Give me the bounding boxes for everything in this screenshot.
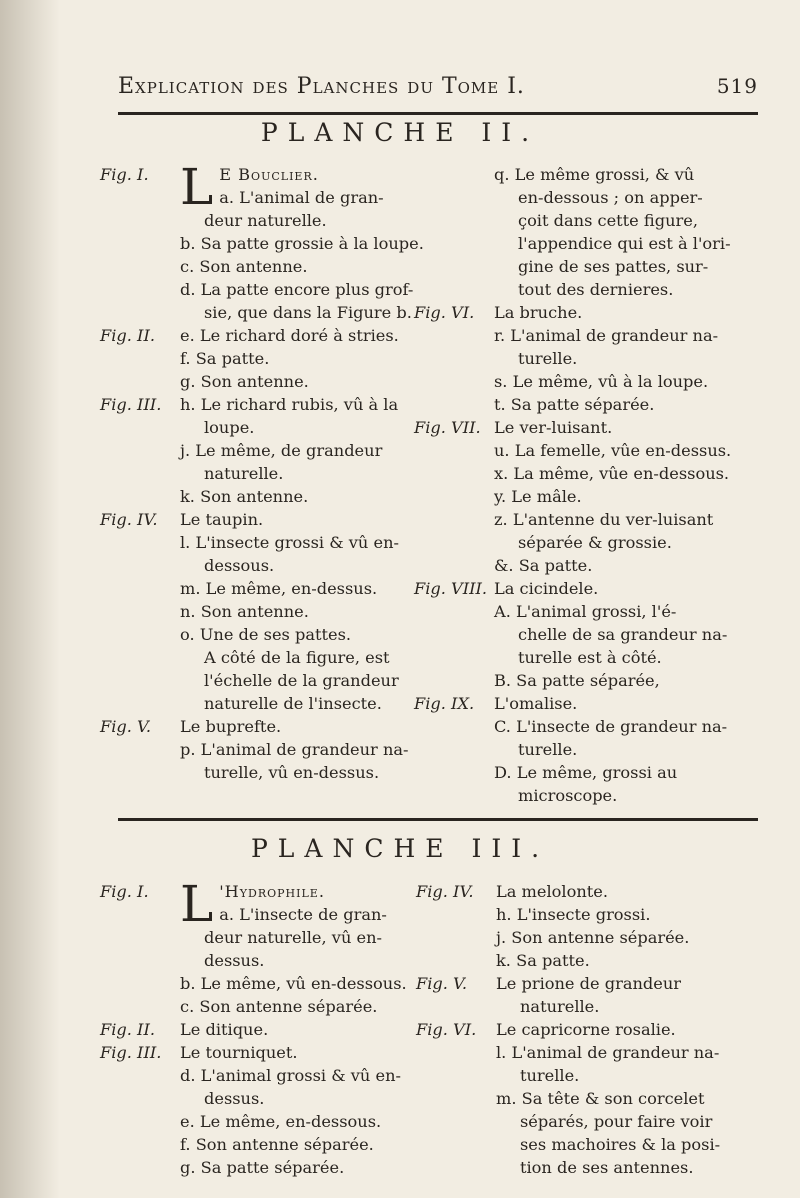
entry-line xyxy=(180,926,380,949)
entry-line xyxy=(180,903,387,926)
entry-line xyxy=(496,1041,756,1064)
entry-line xyxy=(180,416,380,439)
entry-line xyxy=(180,1156,380,1179)
entry-text: x. La même, vûe en-dessous. xyxy=(494,464,730,483)
entry-text: La melolonte. xyxy=(496,882,608,901)
entry-text: g. Sa patte séparée. xyxy=(180,1158,345,1177)
entry-text: turelle, vû en-dessus. xyxy=(204,763,380,782)
figure-label: Fig. VII. xyxy=(414,418,481,437)
entry-text: deur naturelle. xyxy=(204,211,327,230)
entry-line xyxy=(496,995,756,1018)
entry-text: m. Sa tête & son corcelet xyxy=(496,1089,705,1108)
entry-line xyxy=(414,301,764,324)
entry-text: g. Son antenne. xyxy=(180,372,309,391)
entry-text: k. Sa patte. xyxy=(496,951,590,970)
entry-text: La cicindele. xyxy=(494,579,599,598)
entry-line xyxy=(180,554,380,577)
entry-text: dessus. xyxy=(204,1089,265,1108)
header-rule xyxy=(118,112,758,115)
entry-line xyxy=(494,715,764,738)
entry-text: sie, que dans la Figure b. xyxy=(204,303,412,322)
entry-text: tion de ses antennes. xyxy=(520,1158,694,1177)
entry-text: c. Son antenne. xyxy=(180,257,308,276)
entry-line xyxy=(180,1110,380,1133)
entry-line xyxy=(414,692,764,715)
entry-text: p. L'animal de grandeur na- xyxy=(180,740,409,759)
entry-line xyxy=(494,255,764,278)
entry-line xyxy=(494,761,764,784)
entry-line xyxy=(180,646,390,669)
entry-text: A côté de la figure, est xyxy=(204,648,390,667)
entry-line xyxy=(180,347,380,370)
entry-line xyxy=(494,209,764,232)
entry-line xyxy=(180,600,380,623)
entry-line xyxy=(494,531,764,554)
entry-text: &. Sa patte. xyxy=(494,556,593,575)
entry-line xyxy=(180,972,407,995)
page-number: 519 xyxy=(716,74,758,98)
figure-label: Fig. IV. xyxy=(416,882,474,901)
figure-label: Fig. II. xyxy=(100,1020,155,1039)
figure-label: Fig. III. xyxy=(100,395,162,414)
entry-line xyxy=(496,1133,756,1156)
entry-line xyxy=(494,623,764,646)
entry-line xyxy=(180,623,380,646)
entry-line xyxy=(494,462,764,485)
entry-text: u. La femelle, vûe en-dessus. xyxy=(494,441,732,460)
entry-line xyxy=(494,554,764,577)
drop-cap-L: L xyxy=(180,875,214,933)
entry-line xyxy=(494,163,764,186)
plate-ii-right-column xyxy=(414,163,764,807)
entry-line xyxy=(494,439,764,462)
figure-label: Fig. IX. xyxy=(414,694,475,713)
entry-text: e. Le richard doré à stries. xyxy=(180,326,399,345)
entry-text: s. Le même, vû à la loupe. xyxy=(494,372,709,391)
entry-text: j. Le même, de grandeur xyxy=(180,441,383,460)
entry-line xyxy=(414,577,764,600)
figure-label: Fig. III. xyxy=(100,1043,162,1062)
entry-text: l. L'insecte grossi & vû en- xyxy=(180,533,399,552)
entry-line xyxy=(494,324,764,347)
entry-text: çoit dans cette figure, xyxy=(518,211,698,230)
entry-line xyxy=(180,209,380,232)
entry-text: chelle de sa grandeur na- xyxy=(518,625,728,644)
entry-line xyxy=(180,949,380,972)
figure-label: Fig. V. xyxy=(100,717,152,736)
entry-text: Le ditique. xyxy=(180,1020,269,1039)
entry-text: en-dessous ; on apper- xyxy=(518,188,703,207)
entry-line xyxy=(494,646,764,669)
entry-text: turelle. xyxy=(518,740,578,759)
entry-line xyxy=(416,972,756,995)
entry-line xyxy=(494,232,764,255)
entry-line xyxy=(100,324,399,347)
entry-text: L'omalise. xyxy=(494,694,578,713)
entry-line xyxy=(180,577,380,600)
entry-line xyxy=(494,370,764,393)
entry-line xyxy=(180,738,409,761)
entry-text: dessous. xyxy=(204,556,275,575)
entry-line xyxy=(494,738,764,761)
entry-line xyxy=(180,1133,380,1156)
entry-text: Le capricorne rosalie. xyxy=(496,1020,676,1039)
entry-text: a. L'insecte de gran- xyxy=(219,905,387,924)
entry-text: séparés, pour faire voir xyxy=(520,1112,713,1131)
entry-text: E Bouclier. xyxy=(219,165,319,184)
figure-label: Fig. IV. xyxy=(100,510,158,529)
figure-label: Fig. VIII. xyxy=(414,579,488,598)
entry-line xyxy=(180,462,380,485)
entry-line xyxy=(496,926,756,949)
entry-text: l'échelle de la grandeur xyxy=(204,671,399,690)
entry-text: t. Sa patte séparée. xyxy=(494,395,655,414)
entry-line xyxy=(100,508,380,531)
entry-line xyxy=(180,485,380,508)
plate-iii-title: PLANCHE III. xyxy=(250,834,550,863)
figure-label: Fig. II. xyxy=(100,326,155,345)
entry-line xyxy=(180,995,380,1018)
plate-iii-left-column xyxy=(100,875,407,1179)
entry-line xyxy=(180,186,384,209)
entry-line xyxy=(494,347,764,370)
entry-text: ses machoires & la posi- xyxy=(520,1135,721,1154)
entry-line xyxy=(180,692,380,715)
entry-text: r. L'animal de grandeur na- xyxy=(494,326,719,345)
entry-line xyxy=(496,1156,756,1179)
entry-text: loupe. xyxy=(204,418,255,437)
entry-text: b. Le même, vû en-dessous. xyxy=(180,974,407,993)
entry-text: deur naturelle, vû en- xyxy=(204,928,382,947)
entry-line xyxy=(180,255,380,278)
entry-line xyxy=(494,278,764,301)
entry-line xyxy=(180,531,399,554)
entry-line xyxy=(180,669,399,692)
figure-label: Fig. V. xyxy=(416,974,468,993)
entry-text: turelle. xyxy=(518,349,578,368)
entry-text: f. Son antenne séparée. xyxy=(180,1135,374,1154)
entry-text: y. Le mâle. xyxy=(494,487,582,506)
entry-text: Le taupin. xyxy=(180,510,264,529)
entry-line xyxy=(416,880,756,903)
drop-cap-L: L xyxy=(180,158,214,216)
entry-line xyxy=(494,508,764,531)
entry-text: La bruche. xyxy=(494,303,583,322)
entry-text: 'Hydrophile. xyxy=(219,882,325,901)
entry-text: h. Le richard rubis, vû à la xyxy=(180,395,399,414)
entry-line xyxy=(416,1018,756,1041)
entry-text: séparée & grossie. xyxy=(518,533,672,552)
entry-line xyxy=(496,1064,756,1087)
entry-text: q. Le même grossi, & vû xyxy=(494,165,695,184)
entry-text: o. Une de ses pattes. xyxy=(180,625,352,644)
entry-line xyxy=(180,1087,380,1110)
entry-text: A. L'animal grossi, l'é- xyxy=(494,602,677,621)
entry-text: h. L'insecte grossi. xyxy=(496,905,651,924)
entry-line xyxy=(496,1110,756,1133)
entry-line xyxy=(496,1087,756,1110)
running-title: Explication des Planches du Tome I. xyxy=(118,74,525,99)
entry-text: d. L'animal grossi & vû en- xyxy=(180,1066,401,1085)
entry-line xyxy=(494,393,764,416)
entry-text: gine de ses pattes, sur- xyxy=(518,257,709,276)
figure-label: Fig. VI. xyxy=(416,1020,477,1039)
entry-line xyxy=(180,301,412,324)
entry-text: B. Sa patte séparée, xyxy=(494,671,660,690)
entry-line xyxy=(180,232,424,255)
entry-text: turelle est à côté. xyxy=(518,648,662,667)
running-head xyxy=(118,74,758,108)
entry-text: C. L'insecte de grandeur na- xyxy=(494,717,728,736)
plate-ii-title: PLANCHE II. xyxy=(260,118,540,147)
entry-line xyxy=(494,784,764,807)
entry-text: Le prione de grandeur xyxy=(496,974,682,993)
entry-text: e. Le même, en-dessous. xyxy=(180,1112,382,1131)
entry-text: dessus. xyxy=(204,951,265,970)
entry-text: microscope. xyxy=(518,786,618,805)
page-edge-shadow xyxy=(0,0,60,1198)
entry-text: j. Son antenne séparée. xyxy=(496,928,690,947)
entry-text: D. Le même, grossi au xyxy=(494,763,678,782)
entry-text: l. L'animal de grandeur na- xyxy=(496,1043,720,1062)
entry-line xyxy=(100,1041,380,1064)
entry-text: m. Le même, en-dessus. xyxy=(180,579,378,598)
figure-label: Fig. I. xyxy=(100,882,149,901)
figure-label: Fig. VI. xyxy=(414,303,475,322)
entry-text: Le ver-luisant. xyxy=(494,418,613,437)
entry-line xyxy=(494,186,764,209)
entry-line xyxy=(100,1018,380,1041)
figure-label: Fig. I. xyxy=(100,165,149,184)
entry-line xyxy=(494,485,764,508)
entry-text: l'appendice qui est à l'ori- xyxy=(518,234,731,253)
entry-text: Le tourniquet. xyxy=(180,1043,298,1062)
section-rule xyxy=(118,818,758,821)
entry-line xyxy=(180,1064,401,1087)
entry-text: tout des dernieres. xyxy=(518,280,674,299)
entry-text: n. Son antenne. xyxy=(180,602,309,621)
entry-line xyxy=(494,600,764,623)
entry-line xyxy=(494,669,764,692)
plate-iii-right-column xyxy=(416,880,756,1179)
entry-line xyxy=(496,949,756,972)
entry-text: b. Sa patte grossie à la loupe. xyxy=(180,234,424,253)
entry-text: a. L'animal de gran- xyxy=(219,188,384,207)
entry-text: Le buprefte. xyxy=(180,717,282,736)
entry-text: f. Sa patte. xyxy=(180,349,270,368)
entry-line xyxy=(180,761,380,784)
entry-text: naturelle. xyxy=(204,464,284,483)
entry-text: turelle. xyxy=(520,1066,580,1085)
entry-text: k. Son antenne. xyxy=(180,487,309,506)
entry-line xyxy=(180,439,383,462)
entry-line xyxy=(100,715,380,738)
entry-line xyxy=(414,416,764,439)
entry-line xyxy=(496,903,756,926)
entry-text: c. Son antenne séparée. xyxy=(180,997,378,1016)
plate-ii-left-column xyxy=(100,158,424,784)
entry-text: naturelle. xyxy=(520,997,600,1016)
entry-line xyxy=(100,393,399,416)
entry-line xyxy=(180,278,414,301)
entry-line xyxy=(180,370,380,393)
entry-text: naturelle de l'insecte. xyxy=(204,694,382,713)
entry-text: d. La patte encore plus grof- xyxy=(180,280,414,299)
entry-text: z. L'antenne du ver-luisant xyxy=(494,510,714,529)
